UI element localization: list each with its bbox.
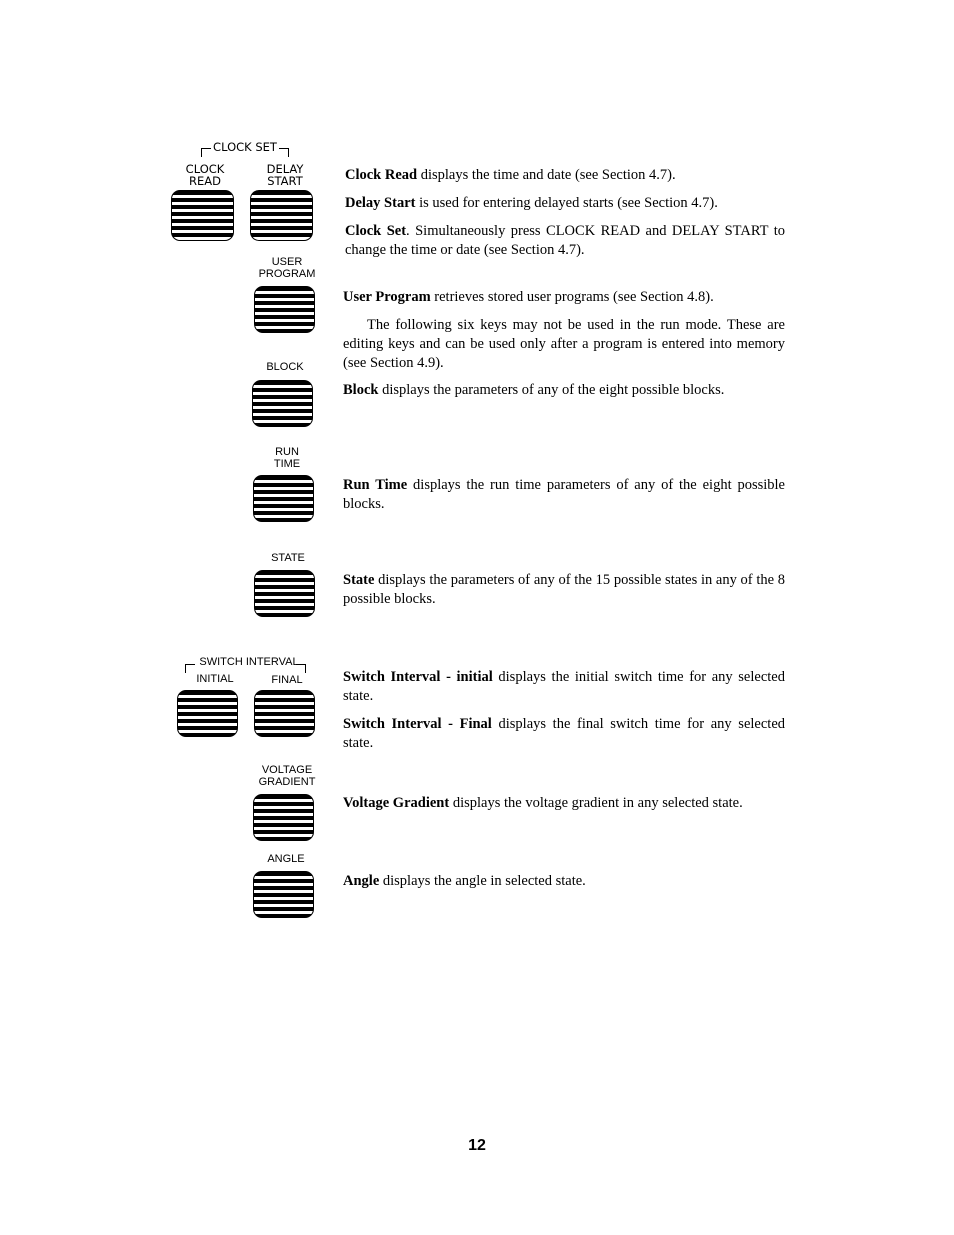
- block-description: displays the parameters of any of the eight possible blocks.: [378, 382, 725, 398]
- angle-paragraph: [343, 872, 785, 891]
- voltage-gradient-description: displays the voltage gradient in any selected state.: [449, 795, 743, 811]
- initial-key-label: INITIAL: [196, 673, 234, 685]
- run-time-term: Run Time: [343, 477, 408, 493]
- user-program-key[interactable]: [254, 286, 315, 333]
- block-key-label: BLOCK: [266, 361, 304, 373]
- user-program-key-label: USER PROGRAM: [258, 256, 316, 280]
- angle-key[interactable]: [253, 871, 314, 918]
- switch-initial-description: displays the initial switch time for any selected state.: [343, 669, 785, 704]
- final-key-label: FINAL: [271, 674, 303, 686]
- clock-read-term: Clock Read: [345, 167, 418, 183]
- initial-key[interactable]: [177, 690, 238, 737]
- run-time-description: displays the run time parameters of any of the eight possible blocks.: [343, 477, 785, 512]
- angle-description: displays the angle in selected state.: [379, 873, 586, 889]
- state-key[interactable]: [254, 570, 315, 617]
- delay-start-term: Delay Start: [345, 195, 416, 211]
- voltage-gradient-term: Voltage Gradient: [343, 795, 450, 811]
- editing-keys-note: The following six keys may not be used in the run mode. These are editing keys and can be used only after a program is entered into memory (see Section 4.9).: [343, 317, 785, 371]
- switch-initial-paragraph: [343, 668, 785, 706]
- delay-start-key-label: DELAY START: [266, 162, 304, 188]
- switch-interval-bracket-left: [185, 664, 195, 673]
- switch-final-paragraph: [343, 715, 785, 753]
- final-key[interactable]: [254, 690, 315, 737]
- switch-final-term: Switch Interval - Final: [343, 716, 492, 732]
- angle-term: Angle: [343, 873, 380, 889]
- delay-start-paragraph: [345, 194, 785, 213]
- state-paragraph: [343, 571, 785, 609]
- clock-set-description: . Simultaneously press CLOCK READ and DELAY START to change the time or date (see Section 4.7).: [345, 223, 785, 258]
- block-key[interactable]: [252, 380, 313, 427]
- switch-final-description: displays the final switch time for any selected state.: [343, 716, 786, 751]
- clock-read-key-label: CLOCK READ: [185, 162, 225, 188]
- angle-key-label: ANGLE: [267, 853, 305, 865]
- user-program-description: retrieves stored user programs (see Section 4.8).: [430, 289, 714, 305]
- block-term: Block: [343, 382, 379, 398]
- state-description: displays the parameters of any of the 15 possible states in any of the 8 possible blocks.: [343, 572, 785, 607]
- user-program-paragraph: [343, 288, 785, 307]
- block-paragraph: [343, 381, 785, 400]
- clock-read-key[interactable]: [171, 190, 234, 241]
- clock-read-description: displays the time and date (see Section 4.7).: [417, 167, 676, 183]
- run-time-key[interactable]: [253, 475, 314, 522]
- run-time-key-label: RUN TIME: [273, 446, 301, 470]
- voltage-gradient-paragraph: [343, 794, 785, 813]
- user-program-term: User Program: [343, 289, 431, 305]
- clock-read-paragraph: [345, 166, 785, 185]
- clock-set-bracket-left: [201, 148, 211, 157]
- page-number: 12: [468, 1137, 486, 1154]
- switch-interval-group-label: SWITCH INTERVAL: [199, 656, 299, 668]
- delay-start-key[interactable]: [250, 190, 313, 241]
- delay-start-description: is used for entering delayed starts (see Section 4.7).: [415, 195, 718, 211]
- clock-set-term: Clock Set: [345, 223, 407, 239]
- voltage-gradient-key[interactable]: [253, 794, 314, 841]
- voltage-gradient-key-label: VOLTAGE GRADIENT: [258, 764, 316, 788]
- clock-set-paragraph: [345, 222, 785, 260]
- switch-interval-bracket-right: [296, 664, 306, 673]
- switch-initial-term: Switch Interval - initial: [343, 669, 493, 685]
- state-term: State: [343, 572, 375, 588]
- state-key-label: STATE: [271, 552, 305, 564]
- clock-set-bracket-right: [279, 148, 289, 157]
- run-time-paragraph: [343, 476, 785, 514]
- clock-set-group-label: CLOCK SET: [213, 140, 277, 154]
